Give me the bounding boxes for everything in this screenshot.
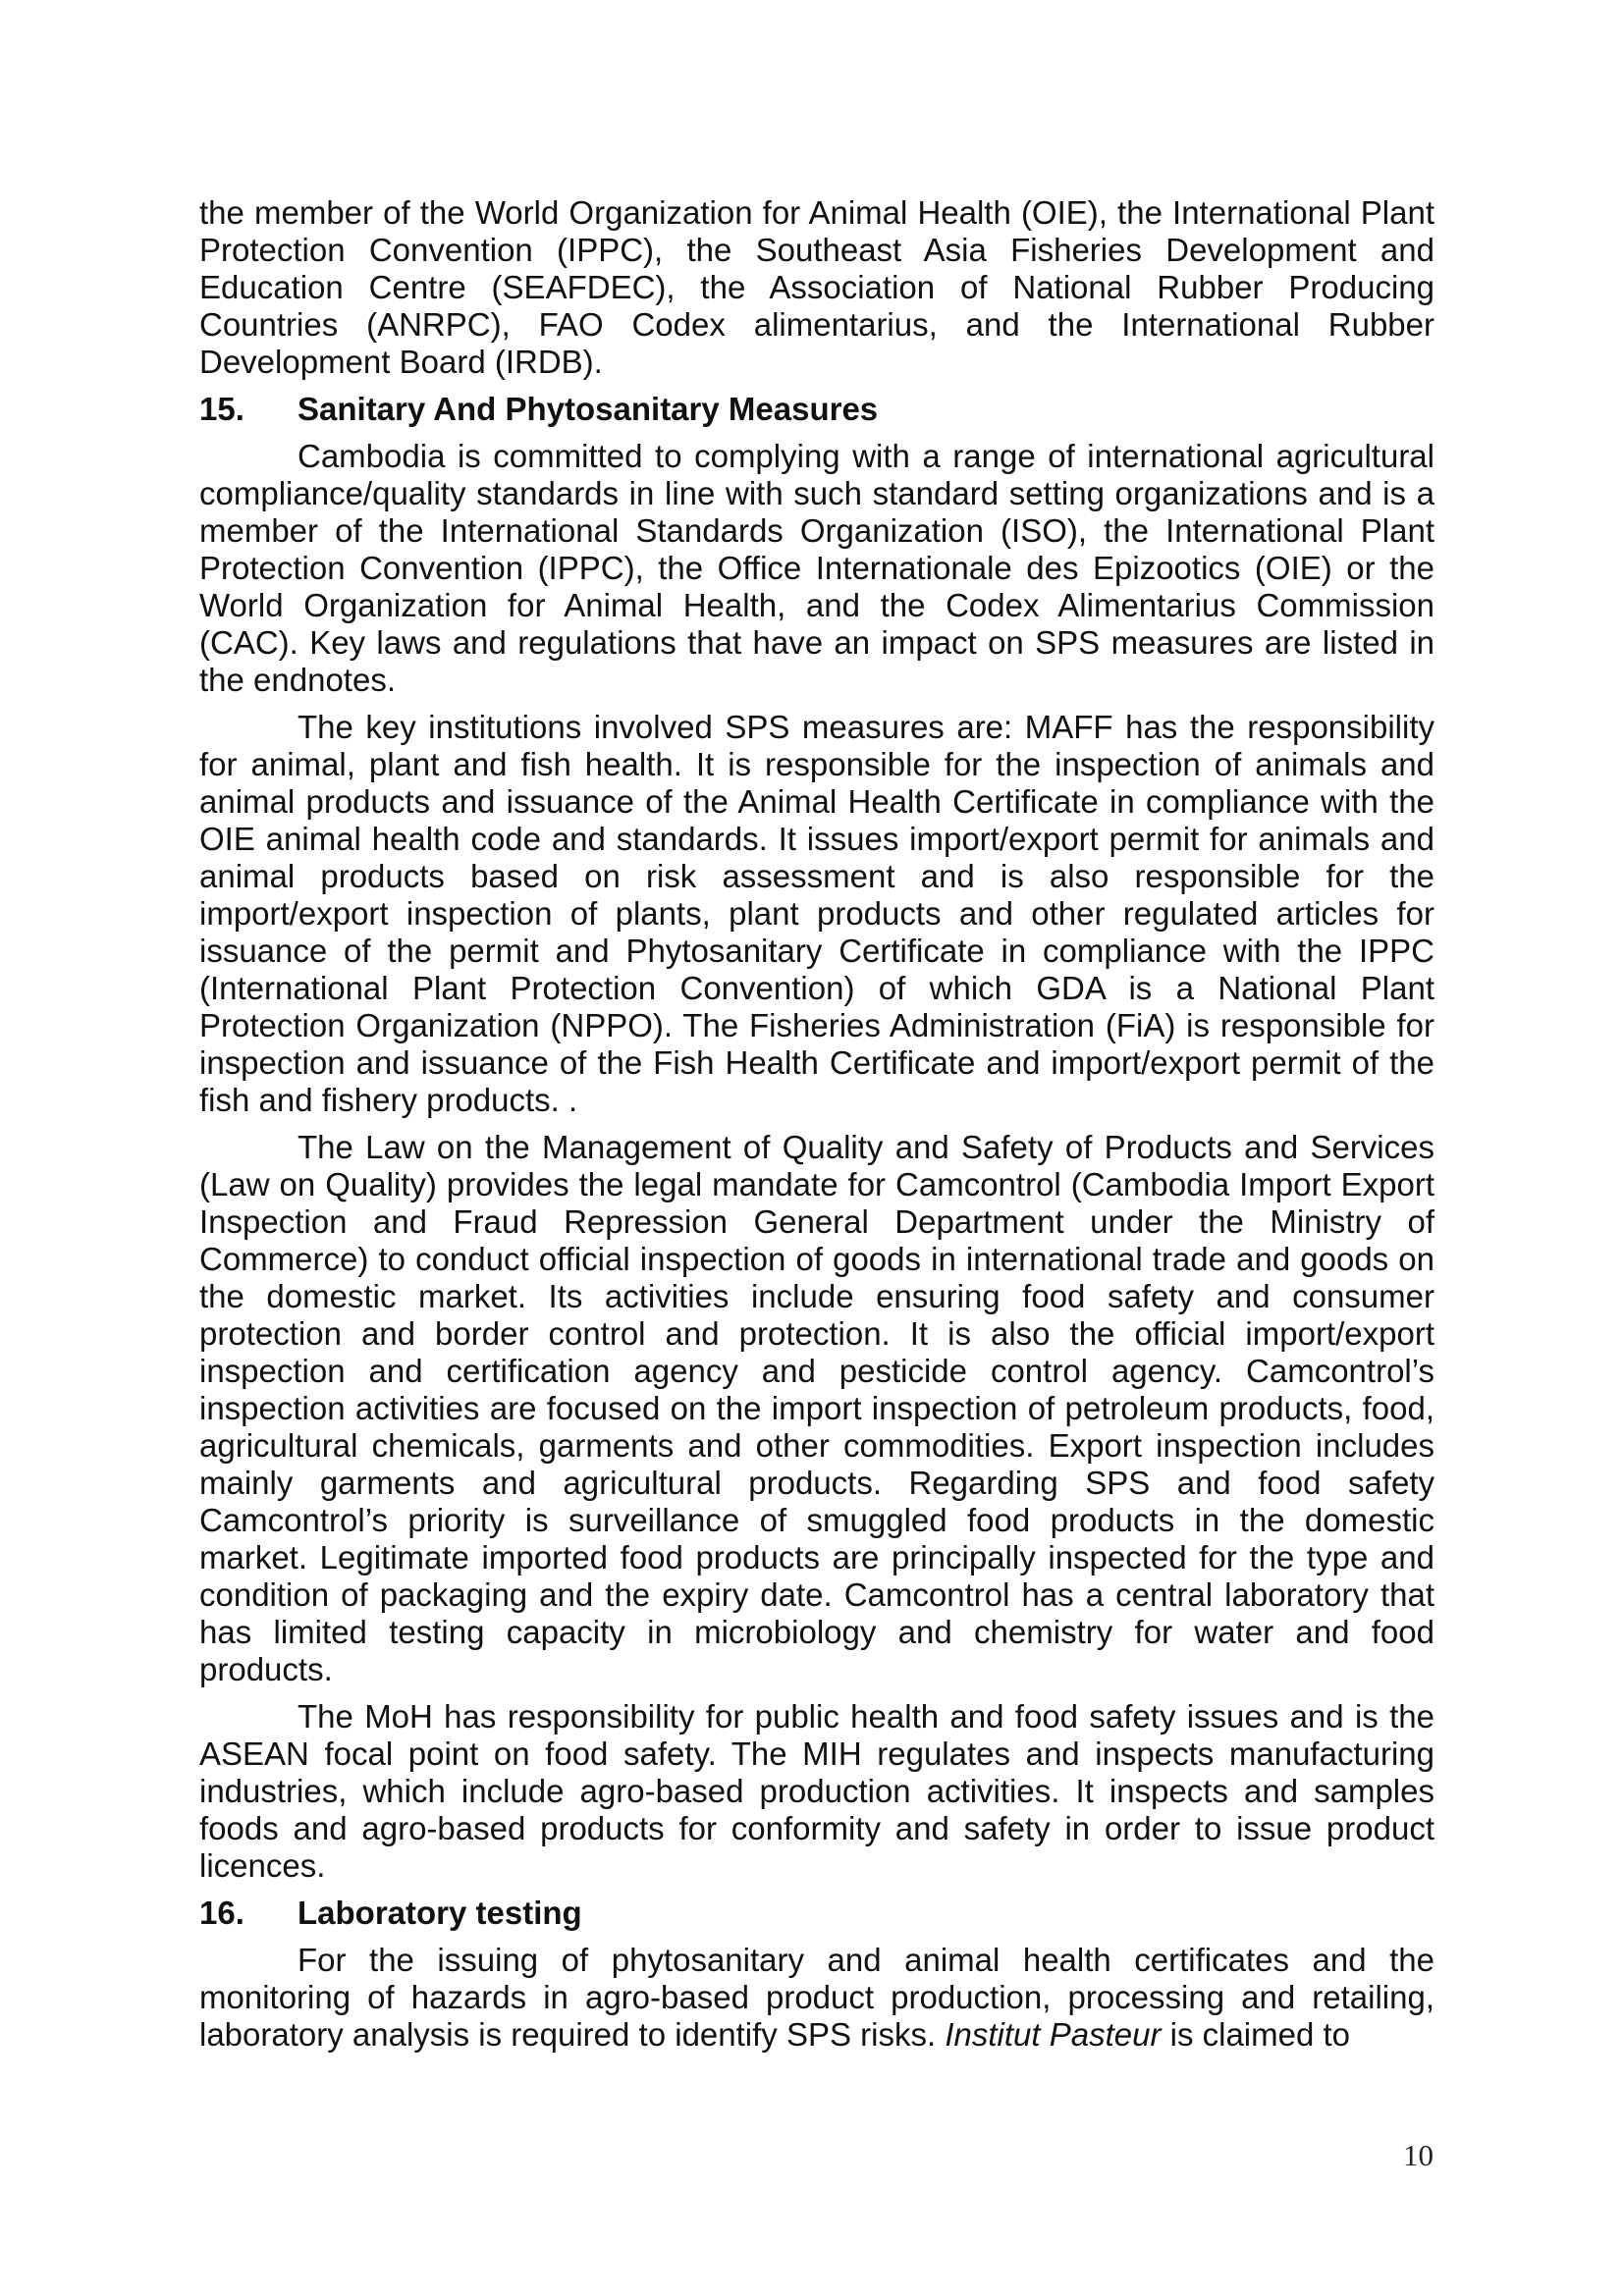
- paragraph-key-institutions: The key institutions involved SPS measures are: MAFF has the responsibility for animal, plant and fish health. It is responsible for the inspection of animals and animal products and issuance of the Animal Health Certificate in compliance with the OIE animal health code and standards. It issues import/export permit for animals and animal products based on risk assessment and is also responsible for the import/export inspection of plants, plant products and other regulated articles for issuance of the permit and Phytosanitary Certificate in compliance with the IPPC (International Plant Protection Convention) of which GDA is a National Plant Protection Organization (NPPO). The Fisheries Administration (FiA) is responsible for inspection and issuance of the Fish Health Certificate and import/export permit of the fish and fishery products. .: [199, 709, 1434, 1118]
- section-title: Laboratory testing: [298, 1895, 582, 1931]
- page-number: 10: [1403, 2138, 1434, 2172]
- paragraph-text: is claimed to: [1161, 2016, 1351, 2053]
- section-number: 15.: [199, 391, 244, 427]
- paragraph-text: For the issuing of phytosanitary and animal health certificates and the monitoring of hazards in agro-based product production, processing and retailing, laboratory analysis is required to identify SPS risks.: [199, 1942, 1434, 2053]
- section-number: 16.: [199, 1895, 244, 1931]
- section-title: Sanitary And Phytosanitary Measures: [298, 391, 879, 427]
- institution-name: Institut Pasteur: [945, 2016, 1162, 2053]
- paragraph-moh-mih: The MoH has responsibility for public health and food safety issues and is the ASEAN focal point on food safety. The MIH regulates and inspects manufacturing industries, which include agro-based production activities. It inspects and samples foods and agro-based products for conformity and safety in order to issue product licences.: [199, 1698, 1434, 1884]
- paragraph-laboratory-testing: [199, 1942, 1434, 2054]
- section-heading-15: [199, 391, 1434, 428]
- paragraph-sps-commitment: Cambodia is committed to complying with a range of international agricultural compliance/quality standards in line with such standard setting organizations and is a member of the International Standards Organization (ISO), the International Plant Protection Convention (IPPC), the Office Internationale des Epizootics (OIE) or the World Organization for Animal Health, and the Codex Alimentarius Commission (CAC). Key laws and regulations that have an impact on SPS measures are listed in the endnotes.: [199, 438, 1434, 698]
- document-page: [199, 194, 1434, 2063]
- paragraph-continued: the member of the World Organization for Animal Health (OIE), the International Plant Protection Convention (IPPC), the Southeast Asia Fisheries Development and Education Centre (SEAFDEC), the Association of National Rubber Producing Countries (ANRPC), FAO Codex alimentarius, and the International Rubber Development Board (IRDB).: [199, 194, 1434, 380]
- paragraph-law-on-quality: The Law on the Management of Quality and Safety of Products and Services (Law on Quality) provides the legal mandate for Camcontrol (Cambodia Import Export Inspection and Fraud Repression General Department under the Ministry of Commerce) to conduct official inspection of goods in international trade and goods on the domestic market. Its activities include ensuring food safety and consumer protection and border control and protection. It is also the official import/export inspection and certification agency and pesticide control agency. Camcontrol’s inspection activities are focused on the import inspection of petroleum products, food, agricultural chemicals, garments and other commodities. Export inspection includes mainly garments and agricultural products. Regarding SPS and food safety Camcontrol’s priority is surveillance of smuggled food products in the domestic market. Legitimate imported food products are principally inspected for the type and condition of packaging and the expiry date. Camcontrol has a central laboratory that has limited testing capacity in microbiology and chemistry for water and food products.: [199, 1129, 1434, 1687]
- section-heading-16: [199, 1895, 1434, 1932]
